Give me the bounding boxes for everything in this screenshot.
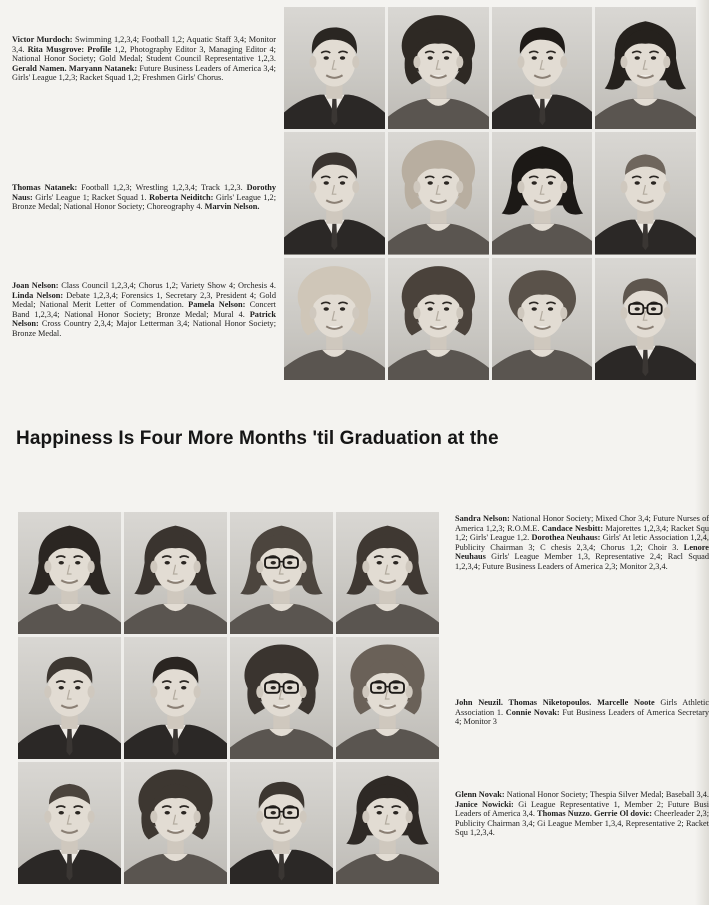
portrait-illustration bbox=[284, 258, 385, 380]
portrait-illustration bbox=[492, 258, 593, 380]
activity-list: Girls' League Member 1,3, Representative 2,4; Racl Squad 1,2,3,4; Future Business Leaders of America 2,3; Monitor 2,3,4. bbox=[455, 552, 709, 571]
student-portrait bbox=[336, 762, 439, 884]
caption-neuzil-novak bbox=[455, 698, 709, 727]
student-portrait bbox=[492, 7, 593, 129]
portrait-illustration bbox=[492, 132, 593, 254]
student-portrait bbox=[595, 132, 696, 254]
activity-list: Gi League Representative 1, Member 2; Future Busi Leaders of America 3,4. bbox=[455, 799, 709, 819]
portrait-illustration bbox=[18, 512, 121, 634]
student-portrait bbox=[230, 762, 333, 884]
caption-murdoch-natanek bbox=[12, 35, 276, 83]
student-name: Rita Musgrove: Profile bbox=[27, 44, 112, 54]
student-portrait bbox=[230, 637, 333, 759]
student-name: Glenn Novak: bbox=[455, 790, 505, 799]
student-name: Candace Nesbitt: bbox=[541, 523, 604, 533]
student-portrait bbox=[595, 258, 696, 380]
portrait-illustration bbox=[492, 7, 593, 129]
portrait-illustration bbox=[284, 7, 385, 129]
activity-list: Girls' At letic Association 1,2,4, Publicity Chairman 3; C chesis 2,3,4; Chorus 1,2; Choir 3. bbox=[455, 533, 709, 552]
student-portrait bbox=[18, 512, 121, 634]
caption-novak-oldovic bbox=[455, 790, 709, 838]
student-portrait bbox=[492, 132, 593, 254]
caption-nelson-neuhaus bbox=[455, 514, 709, 572]
portrait-illustration bbox=[388, 258, 489, 380]
student-name: Victor Murdoch: bbox=[12, 35, 73, 44]
portrait-illustration bbox=[388, 132, 489, 254]
student-name: Lenore Neuhaus bbox=[455, 542, 709, 562]
student-portrait bbox=[284, 7, 385, 129]
activity-list: Class Council 1,2,3,4; Chorus 1,2; Variety Show 4; Orchesis 4. bbox=[58, 281, 276, 290]
portrait-illustration bbox=[336, 637, 439, 759]
senior-portraits-top bbox=[284, 7, 696, 380]
student-name: Dorothy Naus: bbox=[12, 183, 276, 202]
portrait-illustration bbox=[595, 132, 696, 254]
activity-list: Cross Country 2,3,4; Major Letterman 3,4; National Honor Society; Bronze Medal. bbox=[12, 319, 276, 338]
activity-list: National Honor Society; Thespia Silver Medal; Baseball 3,4. bbox=[504, 790, 709, 799]
activity-list: Debate 1,2,3,4; Forensics 1, Secretary 2,3, President 4; Gold Medal; National Merit Letter of Commendation. bbox=[12, 290, 276, 310]
student-portrait bbox=[284, 132, 385, 254]
student-portrait bbox=[492, 258, 593, 380]
student-portrait bbox=[284, 258, 385, 380]
portrait-illustration bbox=[230, 512, 333, 634]
portrait-illustration bbox=[336, 512, 439, 634]
student-portrait bbox=[388, 7, 489, 129]
activity-list: Girls Athletic Association 1. bbox=[455, 698, 709, 717]
student-name: Linda Nelson: bbox=[12, 290, 64, 300]
portrait-illustration bbox=[388, 7, 489, 129]
portrait-illustration bbox=[230, 637, 333, 759]
student-name: Sandra Nelson: bbox=[455, 514, 510, 523]
activity-list: Future Business Leaders of America 3,4; Girls' League 1,2,3; Racket Squad 1,2; Freshmen Girls' Chorus. bbox=[12, 63, 276, 83]
student-portrait bbox=[18, 637, 121, 759]
student-name: Connie Novak: bbox=[505, 707, 560, 717]
page-headline: Happiness Is Four More Months 'til Graduation at the bbox=[16, 428, 499, 449]
student-name: Janice Nowicki: bbox=[455, 799, 514, 809]
student-portrait bbox=[230, 512, 333, 634]
activity-list: Cheerleader 2,3; Publicity Chairman 3,4; Gi League Member 1,3,4, Representative 2; Racket Squ 1,2,3,4. bbox=[455, 809, 709, 838]
student-name: Marvin Nelson. bbox=[204, 202, 260, 212]
caption-nelson-family bbox=[12, 281, 276, 339]
student-name: Gerald Namen. Maryann Natanek: bbox=[12, 63, 138, 73]
student-name: Joan Nelson: bbox=[12, 281, 59, 290]
activity-list: National Honor Society; Mixed Chor 3,4; Future Nurses of America 1,2,3; R.O.M.E. bbox=[455, 514, 709, 533]
student-portrait bbox=[124, 762, 227, 884]
activity-list: Girls' League 1; Racket Squad 1. bbox=[32, 192, 150, 202]
activity-list: Concert Band 1,2,3,4; National Honor Society; Bronze Medal; Mural 4. bbox=[12, 300, 276, 319]
senior-portraits-bottom bbox=[18, 512, 439, 884]
student-portrait bbox=[336, 637, 439, 759]
student-portrait bbox=[388, 258, 489, 380]
student-portrait bbox=[18, 762, 121, 884]
portrait-illustration bbox=[18, 762, 121, 884]
student-name: Thomas Natanek: bbox=[12, 183, 78, 192]
portrait-illustration bbox=[595, 7, 696, 129]
caption-natanek-nelson bbox=[12, 183, 276, 212]
student-name: Pamela Nelson: bbox=[188, 300, 246, 310]
portrait-illustration bbox=[230, 762, 333, 884]
student-portrait bbox=[124, 637, 227, 759]
student-portrait bbox=[595, 7, 696, 129]
page-edge-shadow bbox=[695, 0, 709, 905]
student-name: John Neuzil. Thomas Niketopoulos. Marcelle Noote bbox=[455, 698, 655, 707]
portrait-illustration bbox=[124, 512, 227, 634]
portrait-illustration bbox=[595, 258, 696, 380]
student-name: Roberta Neiditch: bbox=[149, 192, 214, 202]
portrait-illustration bbox=[18, 637, 121, 759]
portrait-illustration bbox=[124, 637, 227, 759]
activity-list: Fut Business Leaders of America Secretary 4; Monitor 3 bbox=[455, 707, 709, 727]
student-portrait bbox=[124, 512, 227, 634]
activity-list: 1,2, Photography Editor 3, Managing Editor 4; National Honor Society; Gold Medal; Student Council Representative 1,2,3. bbox=[12, 44, 276, 64]
activity-list: Swimming 1,2,3,4; Football 1,2; Aquatic Staff 3,4; Monitor 3,4. bbox=[12, 35, 276, 54]
student-portrait bbox=[388, 132, 489, 254]
activity-list: Girls' League 1,2; Bronze Medal; National Honor Society; Choreography 4. bbox=[12, 192, 276, 212]
student-name: Dorothea Neuhaus: bbox=[531, 533, 601, 543]
activity-list: Majorettes 1,2,3,4; Racket Squ 1,2; Girls' League 1,2. bbox=[455, 523, 709, 543]
portrait-illustration bbox=[284, 132, 385, 254]
student-name: Thomas Nuzzo. Gerrie Ol dovic: bbox=[537, 809, 653, 819]
student-name: Patrick Nelson: bbox=[12, 309, 276, 329]
portrait-illustration bbox=[336, 762, 439, 884]
student-portrait bbox=[336, 512, 439, 634]
activity-list: Football 1,2,3; Wrestling 1,2,3,4; Track 1,2,3. bbox=[77, 183, 247, 192]
portrait-illustration bbox=[124, 762, 227, 884]
